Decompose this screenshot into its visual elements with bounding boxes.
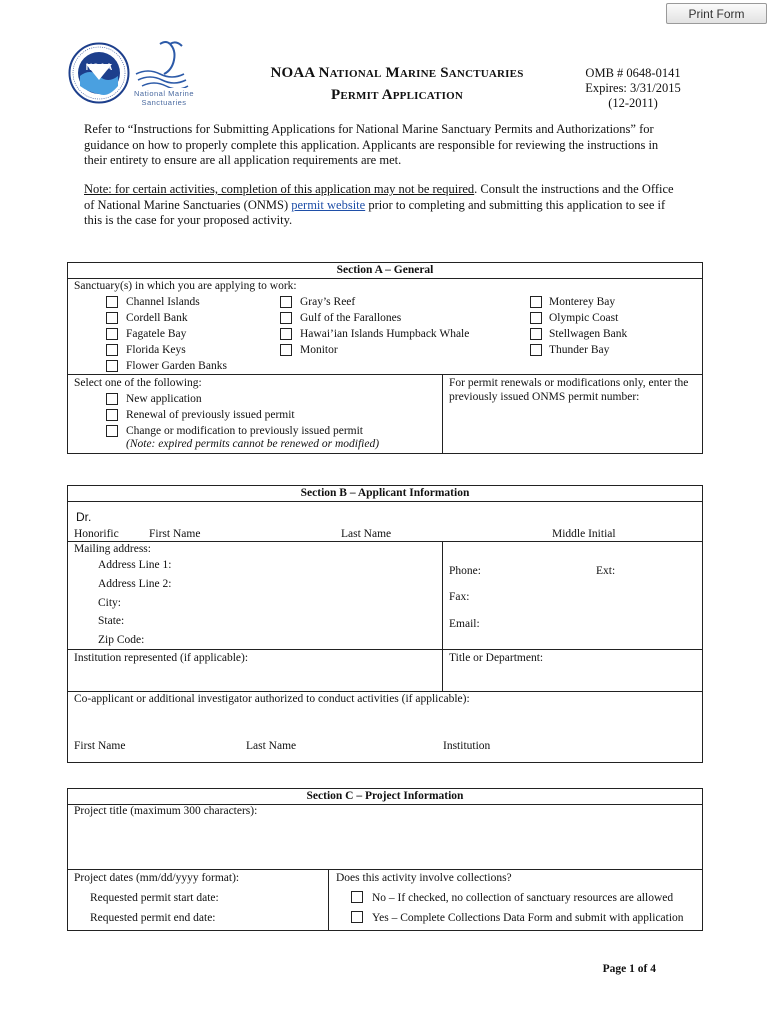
- section-b-applicant: [67, 485, 703, 763]
- whale-tail-icon: [130, 40, 196, 88]
- address-line1-input[interactable]: [180, 556, 435, 573]
- checkbox-monterey-bay[interactable]: [530, 296, 542, 308]
- checkbox-collections-yes[interactable]: [351, 911, 363, 923]
- section-c-project: [67, 788, 703, 931]
- section-a-general: [67, 262, 703, 454]
- fax-input[interactable]: [474, 588, 698, 605]
- page-title: [232, 62, 562, 106]
- label-monterey-bay: Monterey Bay: [549, 296, 616, 308]
- honorific-input[interactable]: Dr.: [76, 510, 92, 524]
- checkbox-florida-keys[interactable]: [106, 344, 118, 356]
- checkbox-thunder-bay[interactable]: [530, 344, 542, 356]
- label-florida-keys: Florida Keys: [126, 344, 186, 356]
- city-input[interactable]: [128, 594, 435, 611]
- note-line2-start: of National Marine Sanctuaries (ONMS): [84, 197, 292, 212]
- checkbox-monitor[interactable]: [280, 344, 292, 356]
- print-form-button[interactable]: Print Form: [666, 3, 767, 24]
- intro-paragraph: [84, 122, 724, 169]
- note-line2: [84, 198, 724, 214]
- label-flower-garden-banks: Flower Garden Banks: [126, 360, 227, 372]
- note-line2-end: prior to completing and submitting this application to see if: [365, 197, 666, 212]
- middle-initial-label: Middle Initial: [552, 528, 616, 540]
- note-underlined: Note: for certain activities, completion of this application may not be required: [84, 182, 475, 196]
- checkbox-gulf-of-the-farallones[interactable]: [280, 312, 292, 324]
- project-title-label: Project title (maximum 300 characters):: [74, 805, 258, 817]
- title-line1: NOAA National Marine Sanctuaries: [270, 65, 524, 81]
- checkbox-olympic-coast[interactable]: [530, 312, 542, 324]
- label-grays-reef: Gray’s Reef: [300, 296, 356, 308]
- label-olympic-coast: Olympic Coast: [549, 312, 619, 324]
- ext-input[interactable]: [620, 562, 698, 579]
- coapplicant-input[interactable]: [74, 710, 698, 738]
- form-version: (12-2011): [608, 96, 658, 110]
- label-change-modification: Change or modification to previously issued permit: [126, 425, 363, 437]
- honorific-label: Honorific: [74, 528, 119, 540]
- note-rest: . Consult the instructions and the Office: [474, 182, 674, 196]
- checkbox-grays-reef[interactable]: [280, 296, 292, 308]
- permit-website-link[interactable]: permit website: [291, 197, 366, 212]
- radio-new-application[interactable]: [106, 393, 118, 405]
- sanctuary-prompt: Sanctuary(s) in which you are applying to work:: [74, 280, 297, 292]
- email-input[interactable]: [482, 615, 698, 632]
- previous-permit-number-input[interactable]: [449, 406, 697, 448]
- checkbox-stellwagen-bank[interactable]: [530, 328, 542, 340]
- mailing-address-label: Mailing address:: [74, 543, 151, 555]
- label-fagatele-bay: Fagatele Bay: [126, 328, 187, 340]
- divider: [68, 649, 702, 650]
- section-b-title: Section B – Applicant Information: [68, 486, 702, 502]
- intro-line2: guidance on how to properly complete this application. Applicants are responsible for reviewing the instructions in: [84, 137, 659, 152]
- radio-change-modification[interactable]: [106, 425, 118, 437]
- sanctuaries-logo-text: [126, 89, 202, 107]
- checkbox-hawaiian-islands[interactable]: [280, 328, 292, 340]
- title-department-input[interactable]: [449, 666, 697, 688]
- note-line1: [84, 182, 724, 198]
- options-note: (Note: expired permits cannot be renewed or modified): [126, 438, 380, 450]
- address-line2-input[interactable]: [180, 575, 435, 592]
- state-label: State:: [98, 615, 125, 627]
- omb-block: [578, 66, 688, 111]
- omb-number: OMB # 0648-0141: [585, 66, 681, 80]
- coapplicant-last-name-label: Last Name: [246, 740, 297, 752]
- sanctuaries-logo-line2: Sanctuaries: [141, 98, 187, 107]
- label-cordell-bank: Cordell Bank: [126, 312, 188, 324]
- noaa-logo-icon: [68, 42, 130, 104]
- project-title-input[interactable]: [74, 820, 698, 866]
- sanctuaries-logo-line1: National Marine: [133, 89, 195, 98]
- end-date-input[interactable]: [238, 909, 324, 926]
- label-collections-no: No – If checked, no collection of sanctuary resources are allowed: [372, 892, 674, 904]
- label-collections-yes: Yes – Complete Collections Data Form and submit with application: [372, 912, 684, 924]
- collections-question: Does this activity involve collections?: [336, 872, 512, 884]
- divider: [328, 869, 329, 930]
- divider: [68, 374, 702, 375]
- coapplicant-label: Co-applicant or additional investigator authorized to conduct activities (if applicable):: [74, 693, 470, 705]
- label-hawaiian-islands: Hawai’ian Islands Humpback Whale: [300, 328, 470, 340]
- page-number: Page 1 of 4: [602, 963, 656, 975]
- checkbox-channel-islands[interactable]: [106, 296, 118, 308]
- radio-renewal[interactable]: [106, 409, 118, 421]
- coapplicant-first-name-label: First Name: [74, 740, 126, 752]
- end-date-label: Requested permit end date:: [90, 912, 216, 924]
- omb-expires: Expires: 3/31/2015: [585, 81, 681, 95]
- fax-label: Fax:: [449, 591, 470, 603]
- state-input[interactable]: [128, 612, 435, 629]
- label-thunder-bay: Thunder Bay: [549, 344, 610, 356]
- label-channel-islands: Channel Islands: [126, 296, 200, 308]
- divider: [442, 374, 443, 453]
- city-label: City:: [98, 597, 122, 609]
- first-name-input[interactable]: [150, 508, 330, 526]
- checkbox-fagatele-bay[interactable]: [106, 328, 118, 340]
- renewal-label-line1: For permit renewals or modifications only, enter the: [449, 377, 689, 389]
- ext-label: Ext:: [596, 565, 616, 577]
- checkbox-collections-no[interactable]: [351, 891, 363, 903]
- label-stellwagen-bank: Stellwagen Bank: [549, 328, 628, 340]
- phone-input[interactable]: [484, 562, 589, 579]
- zip-code-input[interactable]: [146, 631, 435, 648]
- section-a-title: Section A – General: [68, 263, 702, 279]
- checkbox-flower-garden-banks[interactable]: [106, 360, 118, 372]
- divider: [442, 541, 443, 691]
- last-name-input[interactable]: [340, 508, 540, 526]
- zip-code-label: Zip Code:: [98, 634, 145, 646]
- divider: [68, 541, 702, 542]
- label-monitor: Monitor: [300, 344, 338, 356]
- note-paragraph: [84, 182, 724, 229]
- address-line2-label: Address Line 2:: [98, 578, 172, 590]
- note-line3: this is the case for your proposed activity.: [84, 213, 293, 227]
- intro-line3: their entirety to ensure are all application requirements are met.: [84, 153, 402, 167]
- select-prompt: Select one of the following:: [74, 377, 202, 389]
- start-date-label: Requested permit start date:: [90, 892, 219, 904]
- institution-label: Institution represented (if applicable):: [74, 652, 249, 664]
- noaa-logo-text: NOAA: [85, 62, 113, 72]
- checkbox-cordell-bank[interactable]: [106, 312, 118, 324]
- first-name-label: First Name: [149, 528, 201, 540]
- email-label: Email:: [449, 618, 480, 630]
- title-department-label: Title or Department:: [449, 652, 544, 664]
- intro-line1: Refer to “Instructions for Submitting Applications for National Marine Sanctuary Permits and Authorizations” for: [84, 122, 654, 136]
- middle-initial-input[interactable]: [548, 508, 698, 526]
- divider: [68, 869, 702, 870]
- project-dates-label: Project dates (mm/dd/yyyy format):: [74, 872, 240, 884]
- label-gulf-of-the-farallones: Gulf of the Farallones: [300, 312, 402, 324]
- coapplicant-institution-label: Institution: [443, 740, 491, 752]
- label-renewal: Renewal of previously issued permit: [126, 409, 295, 421]
- institution-input[interactable]: [74, 666, 436, 688]
- renewal-label-line2: previously issued ONMS permit number:: [449, 391, 640, 403]
- section-c-title: Section C – Project Information: [68, 789, 702, 805]
- label-new-application: New application: [126, 393, 202, 405]
- address-line1-label: Address Line 1:: [98, 559, 172, 571]
- last-name-label: Last Name: [341, 528, 392, 540]
- start-date-input[interactable]: [238, 889, 324, 906]
- phone-label: Phone:: [449, 565, 481, 577]
- title-line2: Permit Application: [330, 87, 464, 103]
